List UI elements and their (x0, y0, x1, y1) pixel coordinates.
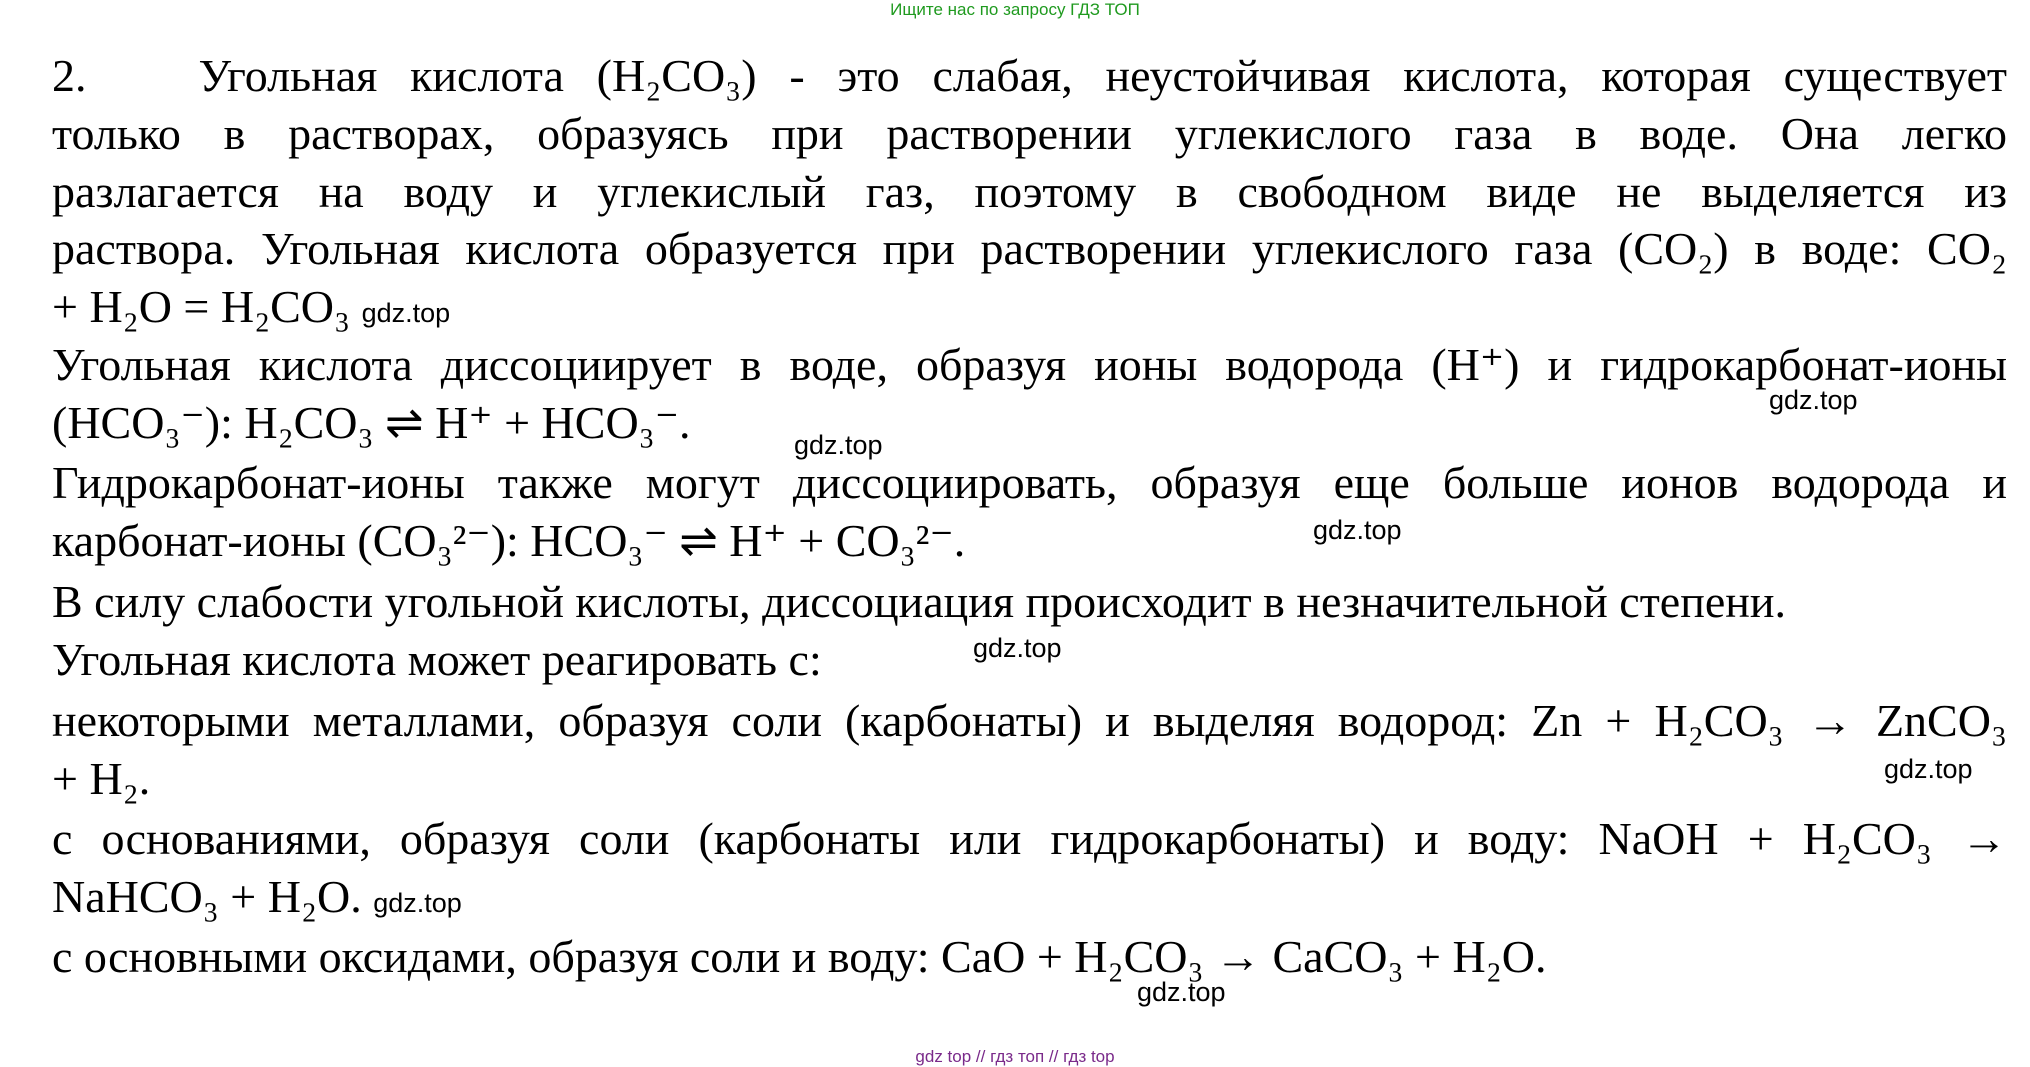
watermark-text: gdz.top (361, 298, 451, 328)
line-text: NaHCO₃ + H₂O. (52, 871, 362, 922)
line-text: Угольная кислота (H₂CO₃) - это слабая, неустойчивая кислота, которая существует (198, 50, 2007, 101)
watermark-text: gdz.top (1313, 515, 1402, 545)
list-number: 2. (52, 50, 87, 101)
line-text: + H₂O = H₂CO₃ (52, 281, 351, 332)
doc-line-8: Гидрокарбонат-ионы также могут диссоциировать, образуя еще больше ионов водорода и (52, 457, 2007, 508)
watermark-text: gdz.top (973, 633, 1062, 663)
doc-line-9: карбонат-ионы (CO₃²⁻): HCO₃⁻ ⇌ H⁺ + CO₃²⁻. (52, 515, 966, 566)
doc-line-13: + H₂. (52, 753, 151, 804)
doc-line-6: Угольная кислота диссоциирует в воде, образуя ионы водорода (H⁺) и гидрокарбонат-ионы (52, 339, 2007, 390)
doc-line-1 (52, 48, 2007, 104)
doc-line-10: В силу слабости угольной кислоты, диссоциация происходит в незначительной степени. (52, 576, 1786, 627)
bottom-banner: gdz top // гдз топ // гдз top (915, 1047, 1115, 1066)
doc-line-11: Угольная кислота может реагировать с: (52, 634, 822, 685)
doc-line-2: только в растворах, образуясь при растворении углекислого газа в воде. Она легко (52, 108, 2007, 159)
doc-line-5 (52, 279, 2007, 341)
top-banner: Ищите нас по запросу ГДЗ ТОП (890, 0, 1140, 19)
doc-line-16: с основными оксидами, образуя соли и воду: CaO + H₂CO₃ → CaCO₃ + H₂O. (52, 931, 1547, 982)
doc-line-7: (HCO₃⁻): H₂CO₃ ⇌ H⁺ + HCO₃⁻. (52, 397, 691, 448)
doc-line-4: раствора. Угольная кислота образуется при растворении углекислого газа (CO₂) в воде: CO₂ (52, 223, 2007, 274)
watermark-text: gdz.top (373, 888, 462, 918)
watermark-text: gdz.top (1137, 977, 1226, 1007)
doc-line-3: разлагается на воду и углекислый газ, поэтому в свободном виде не выделяется из (52, 166, 2007, 217)
doc-line-14: с основаниями, образуя соли (карбонаты или гидрокарбонаты) и воду: NaOH + H₂CO₃ → (52, 813, 2007, 864)
watermark-text: gdz.top (1884, 754, 1973, 784)
doc-line-15 (52, 869, 2007, 931)
watermark-text: gdz.top (1769, 385, 1858, 415)
doc-line-12: некоторыми металлами, образуя соли (карбонаты) и выделяя водород: Zn + H₂CO₃ → ZnCO₃ (52, 695, 2007, 746)
watermark-text: gdz.top (794, 430, 883, 460)
